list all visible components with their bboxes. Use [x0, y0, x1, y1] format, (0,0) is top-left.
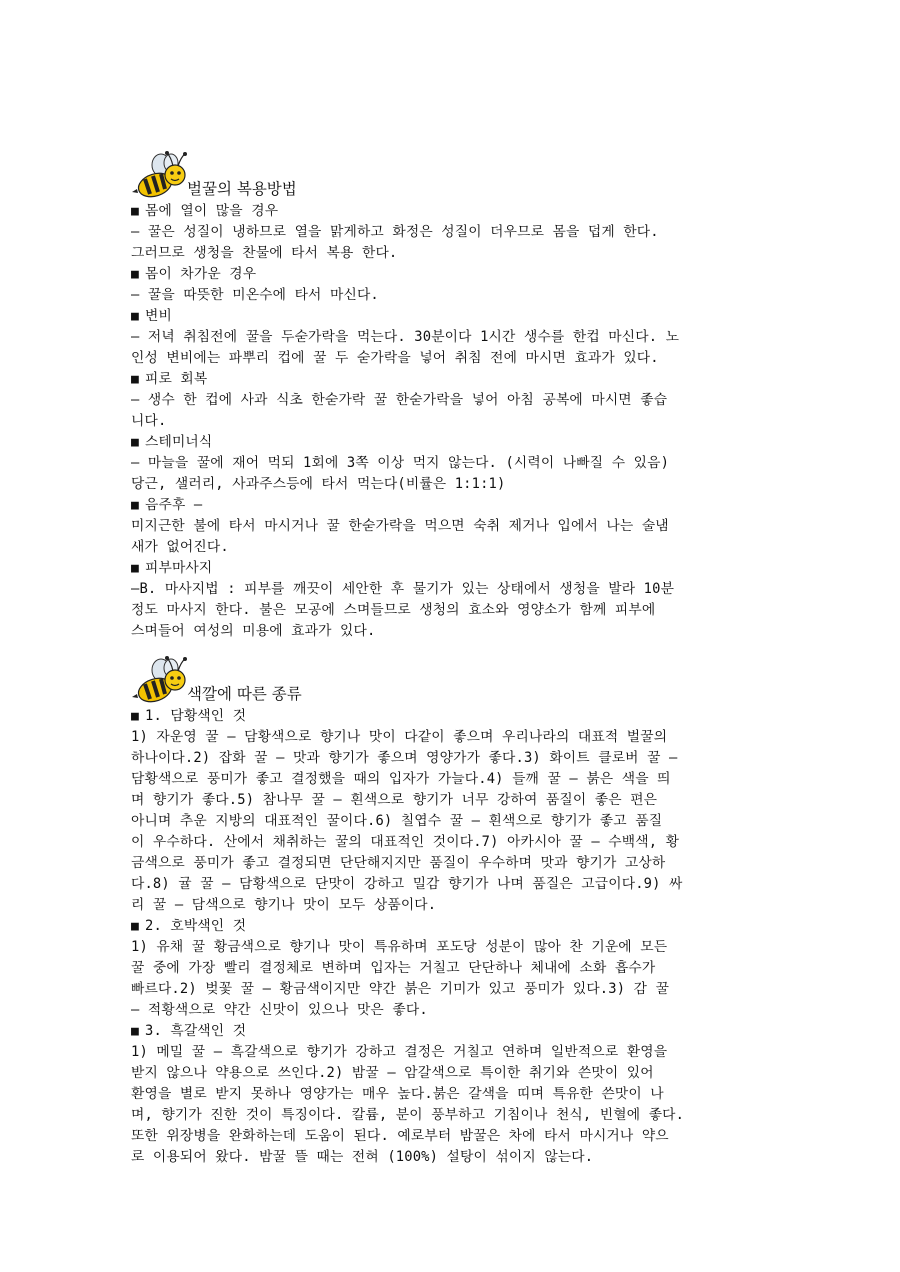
body-line: 환영을 별로 받지 못하나 영양가는 매우 높다.붉은 갈색을 띠며 특유한 쓴맛이 나	[131, 1086, 664, 1102]
subheading-text: 2. 호박색인 것	[144, 918, 247, 934]
body-line: – 꿀은 성질이 냉하므로 열을 맑게하고 화정은 성질이 더우므로 몸을 덥게 한다.	[131, 224, 659, 240]
section-body	[131, 706, 773, 1168]
body-line: 아니며 추운 지방의 대표적인 꿀이다.6) 칠엽수 꿀 – 흰색으로 향기가 좋고 품질	[131, 813, 663, 829]
body-line: 새가 없어진다.	[131, 539, 229, 555]
body-line: 그러므로 생청을 찬물에 타서 복용 한다.	[131, 245, 398, 261]
subheading-text: 1. 담황색인 것	[144, 708, 247, 724]
body-line: – 꿀을 따뜻한 미온수에 타서 마신다.	[131, 287, 379, 303]
subheading-text: 음주후 –	[144, 497, 203, 513]
body-line: 정도 마사지 한다. 불은 모공에 스며들므로 생청의 효소와 영양소가 함께 피부에	[131, 602, 656, 618]
body-line: 며, 향기가 진한 것이 특징이다. 칼륨, 분이 풍부하고 기침이나 천식, 빈혈에 좋다.	[131, 1107, 685, 1123]
body-line: 꿀 중에 가장 빨리 결정체로 변하며 입자는 거칠고 단단하나 체내에 소화 흡수가	[131, 960, 656, 976]
subheading-text: 변비	[144, 308, 172, 324]
body-line: –B. 마사지법 : 피부를 깨끗이 세안한 후 물기가 있는 상태에서 생청을 발라 10분	[131, 581, 675, 597]
subheading	[131, 201, 773, 222]
square-bullet-icon: ■	[131, 204, 139, 219]
section-title: 색깔에 따른 종류	[187, 685, 302, 703]
subheading	[131, 369, 773, 390]
body-line: 1) 메밀 꿀 – 흑갈색으로 향기가 강하고 결정은 거칠고 연하며 일반적으로 환영을	[131, 1044, 668, 1060]
subheading	[131, 306, 773, 327]
square-bullet-icon: ■	[131, 435, 139, 450]
subheading	[131, 706, 773, 727]
subheading-text: 3. 흑갈색인 것	[144, 1023, 247, 1039]
subheading-text: 피부마사지	[144, 560, 213, 576]
subheading-text: 스테미너식	[144, 434, 213, 450]
square-bullet-icon: ■	[131, 919, 139, 934]
body-line: 스며들어 여성의 미용에 효과가 있다.	[131, 623, 376, 639]
subheading	[131, 558, 773, 579]
body-line: 1) 자운영 꿀 – 담황색으로 향기나 맛이 다같이 좋으며 우리나라의 대표적 벌꿀의	[131, 729, 668, 745]
body-line: 금색으로 풍미가 좋고 결정되면 단단해지지만 품질이 우수하며 맛과 향기가 고상하	[131, 855, 666, 871]
square-bullet-icon: ■	[131, 309, 139, 324]
body-line: – 저녁 취침전에 꿀을 두숟가락을 먹는다. 30분이다 1시간 생수를 한컵 마신다. 노	[131, 329, 680, 345]
body-line: 1) 유채 꿀 황금색으로 향기나 맛이 특유하며 포도당 성분이 많아 찬 기운에 모든	[131, 939, 668, 955]
body-line: 다.8) 귤 꿀 – 담황색으로 단맛이 강하고 밀감 향기가 나며 품질은 고급이다.9) 싸	[131, 876, 683, 892]
square-bullet-icon: ■	[131, 561, 139, 576]
bee-icon	[131, 650, 189, 706]
square-bullet-icon: ■	[131, 498, 139, 513]
body-line: 하나이다.2) 잡화 꿀 – 맛과 향기가 좋으며 영양가가 좋다.3) 화이트 클로버 꿀 –	[131, 750, 678, 766]
body-line: 당근, 샐러리, 사과주스등에 타서 먹는다(비률은 1:1:1)	[131, 476, 506, 492]
body-line: 빠르다.2) 벚꽃 꿀 – 황금색이지만 약간 붉은 기미가 있고 풍미가 있다.3) 감 꿀	[131, 981, 670, 997]
square-bullet-icon: ■	[131, 1024, 139, 1039]
body-line: – 적황색으로 약간 신맛이 있으나 맛은 좋다.	[131, 1002, 428, 1018]
subheading	[131, 432, 773, 453]
subheading-text: 몸이 차가운 경우	[144, 266, 257, 282]
body-line: 로 이용되어 왔다. 밤꿀 뜰 때는 전혀 (100%) 설탕이 섞이지 않는다.	[131, 1149, 594, 1165]
body-line: 미지근한 불에 타서 마시거나 꿀 한숟가락을 먹으면 숙취 제거나 입에서 나는 술냄	[131, 518, 669, 534]
body-line: 담황색으로 풍미가 좋고 결정했을 때의 입자가 가늘다.4) 들깨 꿀 – 붉은 색을 띄	[131, 771, 671, 787]
section-heading	[131, 143, 773, 201]
document-body	[131, 143, 773, 1168]
subheading	[131, 264, 773, 285]
section-body	[131, 201, 773, 642]
section-title: 벌꿀의 복용방법	[187, 180, 297, 198]
square-bullet-icon: ■	[131, 267, 139, 282]
section-heading	[131, 648, 773, 706]
subheading-text: 몸에 열이 많을 경우	[144, 203, 279, 219]
subheading	[131, 916, 773, 937]
body-line: 인성 변비에는 파뿌리 컵에 꿀 두 숟가락을 넣어 취침 전에 마시면 효과가 있다.	[131, 350, 659, 366]
body-line: – 마늘을 꿀에 재어 먹되 1회에 3쪽 이상 먹지 않는다. (시력이 나빠질 수 있음)	[131, 455, 670, 471]
subheading	[131, 495, 773, 516]
bee-icon	[131, 145, 189, 201]
body-line: 이 우수하다. 산에서 채취하는 꿀의 대표적인 것이다.7) 아카시아 꿀 – 수백색, 황	[131, 834, 680, 850]
body-line: 받지 않으나 약용으로 쓰인다.2) 밤꿀 – 암갈색으로 특이한 취기와 쓴맛이 있어	[131, 1065, 654, 1081]
subheading	[131, 1021, 773, 1042]
subheading-text: 피로 회복	[144, 371, 208, 387]
body-line: – 생수 한 컵에 사과 식초 한숟가락 꿀 한숟가락을 넣어 아침 공복에 마시면 좋습	[131, 392, 668, 408]
body-line: 니다.	[131, 413, 167, 429]
square-bullet-icon: ■	[131, 372, 139, 387]
body-line: 리 꿀 – 담색으로 향기나 맛이 모두 상품이다.	[131, 897, 437, 913]
square-bullet-icon: ■	[131, 709, 139, 724]
body-line: 며 향기가 좋다.5) 참나무 꿀 – 흰색으로 향기가 너무 강하여 품질이 좋은 편은	[131, 792, 658, 808]
body-line: 또한 위장병을 완화하는데 도움이 된다. 예로부터 밤꿀은 차에 타서 마시거나 약으	[131, 1128, 669, 1144]
